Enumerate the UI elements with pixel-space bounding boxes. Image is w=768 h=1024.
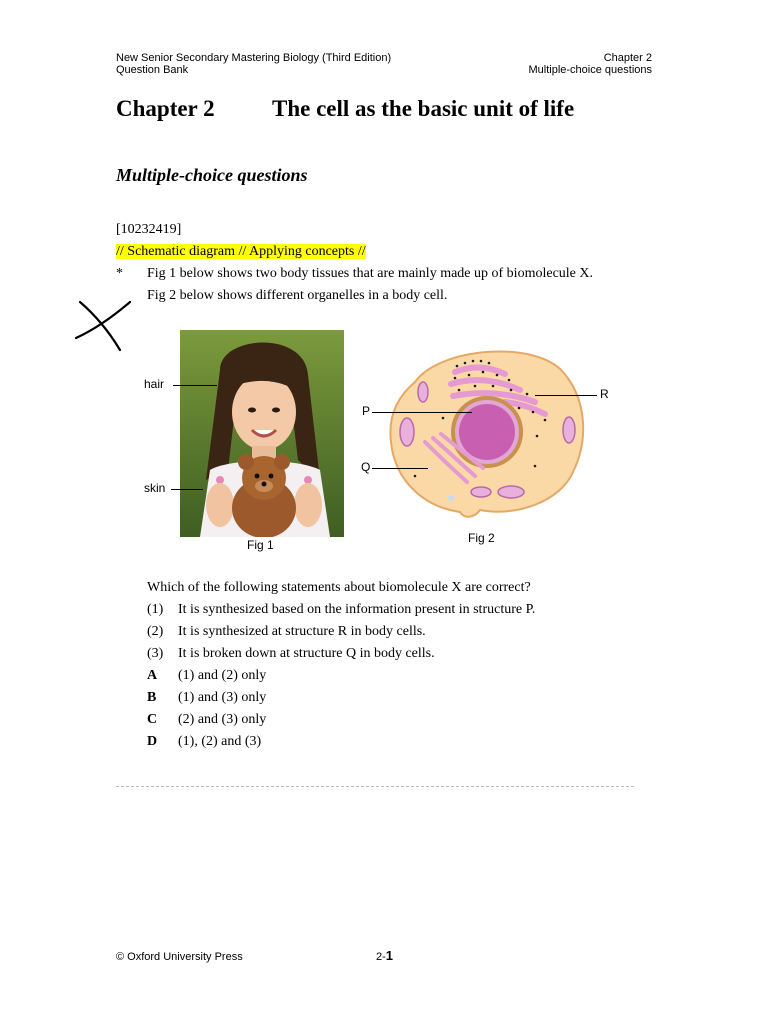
figure2-label-p: P bbox=[362, 404, 371, 418]
figure2-caption: Fig 2 bbox=[468, 531, 495, 545]
figure2-label-r: R bbox=[600, 387, 609, 401]
figure1-photo bbox=[180, 330, 344, 537]
header-chapter: Chapter 2 bbox=[603, 52, 652, 64]
figure1-caption: Fig 1 bbox=[247, 538, 274, 552]
handwritten-cross-mark bbox=[72, 296, 136, 356]
figure2-p-leader-line bbox=[372, 412, 472, 413]
figure1-label-hair: hair bbox=[144, 377, 165, 391]
option-b-letter: B bbox=[147, 690, 157, 705]
question-separator bbox=[116, 786, 634, 787]
running-header-left bbox=[116, 52, 391, 76]
question-tags-text: // Schematic diagram // Applying concepts // bbox=[116, 244, 366, 259]
option-b[interactable] bbox=[147, 687, 266, 709]
figure1-hair-leader-line bbox=[173, 385, 217, 386]
header-book-title: New Senior Secondary Mastering Biology (Third Edition) bbox=[116, 52, 392, 64]
figure2-label-q: Q bbox=[361, 460, 371, 474]
header-question-bank: Question Bank bbox=[116, 64, 189, 76]
option-d-text: (1), (2) and (3) bbox=[178, 734, 262, 749]
chapter-title: The cell as the basic unit of life bbox=[272, 96, 575, 121]
footer-page bbox=[376, 948, 393, 963]
statement-2 bbox=[147, 621, 426, 643]
option-c-letter: C bbox=[147, 712, 158, 727]
option-a-text: (1) and (2) only bbox=[178, 668, 267, 683]
section-title: Multiple-choice questions bbox=[116, 165, 308, 185]
header-section: Multiple-choice questions bbox=[528, 64, 652, 76]
footer-publisher: © Oxford University Press bbox=[116, 951, 243, 963]
footer-page-prefix: 2- bbox=[376, 951, 386, 963]
running-header-right bbox=[528, 52, 652, 76]
question-stem: Which of the following statements about biomolecule X are correct? bbox=[147, 580, 531, 595]
statement-1 bbox=[147, 599, 535, 621]
option-d-letter: D bbox=[147, 734, 158, 749]
figure2-cell-diagram bbox=[385, 342, 590, 532]
figure1-skin-leader-line bbox=[171, 489, 203, 490]
option-d[interactable] bbox=[147, 731, 261, 753]
option-c-text: (2) and (3) only bbox=[178, 712, 267, 727]
figure2-r-leader-line bbox=[535, 395, 597, 396]
figure1-label-skin: skin bbox=[144, 481, 166, 495]
option-a-letter: A bbox=[147, 668, 158, 683]
option-a[interactable] bbox=[147, 665, 266, 687]
statement-3-text: It is broken down at structure Q in body cells. bbox=[178, 646, 435, 661]
question-id: [10232419] bbox=[116, 222, 182, 237]
statement-3-number: (3) bbox=[147, 646, 164, 661]
footer-page-number: 1 bbox=[385, 948, 394, 963]
statement-2-number: (2) bbox=[147, 624, 164, 639]
statement-1-text: It is synthesized based on the information present in structure P. bbox=[178, 602, 536, 617]
question-intro-line2: Fig 2 below shows different organelles in a body cell. bbox=[147, 288, 448, 303]
option-c[interactable] bbox=[147, 709, 266, 731]
question-tags bbox=[116, 241, 366, 263]
statement-2-text: It is synthesized at structure R in body cells. bbox=[178, 624, 426, 639]
figure2-q-leader-line bbox=[372, 468, 428, 469]
question-intro-line1: Fig 1 below shows two body tissues that are mainly made up of biomolecule X. bbox=[147, 266, 593, 281]
option-b-text: (1) and (3) only bbox=[178, 690, 267, 705]
question-marker: * bbox=[116, 266, 123, 281]
chapter-number: Chapter 2 bbox=[116, 96, 215, 121]
statement-1-number: (1) bbox=[147, 602, 164, 617]
statement-3 bbox=[147, 643, 435, 665]
